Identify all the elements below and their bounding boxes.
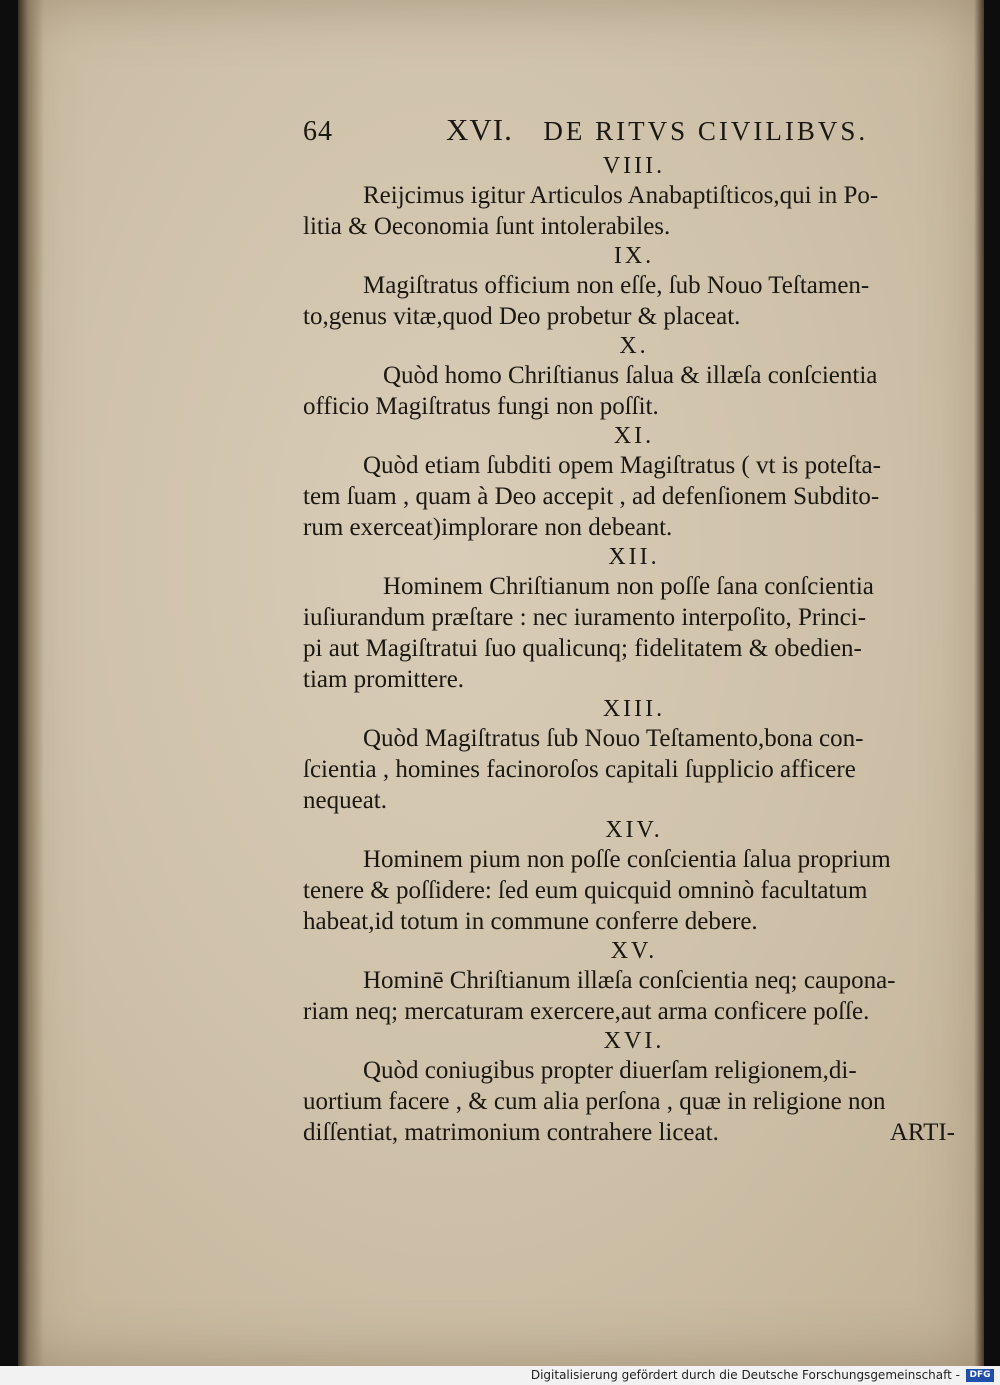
text-line: tiam promittere. <box>303 666 465 693</box>
section-title: DE RITVS CIVILIBVS. <box>543 116 869 146</box>
text-line-content: diſſentiat, matrimonium contrahere liceat. <box>303 1119 719 1146</box>
article-text <box>303 844 955 937</box>
article-numeral: XIV. <box>605 817 663 843</box>
text-line: Quòd coniugibus propter diuerſam religionem,di- <box>363 1057 857 1084</box>
text-line: Hominē Chriſtianum illæſa conſcientia neq; caupona- <box>363 967 896 994</box>
section-numeral: XVI. <box>446 112 513 147</box>
article-numeral: XI. <box>613 423 655 449</box>
dfg-logo-icon: DFG <box>966 1369 994 1382</box>
text-line: pi aut Magiſtratui ſuo qualicunq; fidelitatem & obedien- <box>303 635 862 662</box>
text-line: Magiſtratus officium non eſſe, ſub Nouo Teſtamen- <box>363 272 870 299</box>
article-text <box>303 180 955 242</box>
article-text <box>303 1055 955 1148</box>
article-numeral: XII. <box>608 544 660 570</box>
text-line: to,genus vitæ,quod Deo probetur & placeat. <box>303 303 741 330</box>
text-line: officio Magiſtratus fungi non poſſit. <box>303 393 659 420</box>
article-text <box>303 723 955 816</box>
text-line: riam neq; mercaturam exercere,aut arma conficere poſſe. <box>303 998 870 1025</box>
text-line: Quòd homo Chriſtianus ſalua & illæſa conſcientia <box>383 362 878 389</box>
article-numeral: X. <box>619 333 649 359</box>
article-text <box>303 360 955 422</box>
article-numeral: XV. <box>610 938 658 964</box>
text-line: nequeat. <box>303 787 387 814</box>
digitization-footer <box>0 1366 1000 1385</box>
text-line: tenere & poſſidere: ſed eum quicquid omninò facultatum <box>303 877 868 904</box>
running-title <box>446 112 868 148</box>
text-line: Hominem pium non poſſe conſcientia ſalua proprium <box>363 846 891 873</box>
article-numeral: IX. <box>613 243 655 269</box>
article-text <box>303 450 955 543</box>
text-line: uortium facere , & cum alia perſona , quæ in religione non <box>303 1088 886 1115</box>
text-line: rum exerceat)implorare non debeant. <box>303 514 673 541</box>
text-line: litia & Oeconomia ſunt intolerabiles. <box>303 213 671 240</box>
running-header <box>303 112 955 152</box>
text-line: habeat,id totum in commune conferre debere. <box>303 908 758 935</box>
page-number: 64 <box>303 116 333 147</box>
article-text <box>303 571 955 695</box>
article-text <box>303 965 955 1027</box>
text-line <box>303 1117 955 1148</box>
article-numeral: XIII. <box>602 696 666 722</box>
text-line: ſcientia , homines facinoroſos capitali ſupplicio afficere <box>303 756 856 783</box>
text-line: Reijcimus igitur Articulos Anabaptiſticos,qui in Po- <box>363 182 879 209</box>
text-line: Quòd etiam ſubditi opem Magiſtratus ( vt is poteſta- <box>363 452 881 479</box>
text-line: Quòd Magiſtratus ſub Nouo Teſtamento,bona con- <box>363 725 864 752</box>
footer-credit: Digitalisierung gefördert durch die Deutsche Forschungsgemeinschaft - <box>530 1368 960 1382</box>
catchword: ARTI- <box>889 1119 955 1146</box>
text-line: tem ſuam , quam à Deo accepit , ad defenſionem Subdito- <box>303 483 880 510</box>
article-numeral: VIII. <box>602 153 666 179</box>
article-text <box>303 270 955 332</box>
book-page <box>18 0 984 1366</box>
text-line: iuſiurandum præſtare : nec iuramento interpoſito, Princi- <box>303 604 867 631</box>
text-line: Hominem Chriſtianum non poſſe ſana conſcientia <box>383 573 874 600</box>
article-numeral: XVI. <box>603 1028 665 1054</box>
page-text <box>303 112 955 1148</box>
